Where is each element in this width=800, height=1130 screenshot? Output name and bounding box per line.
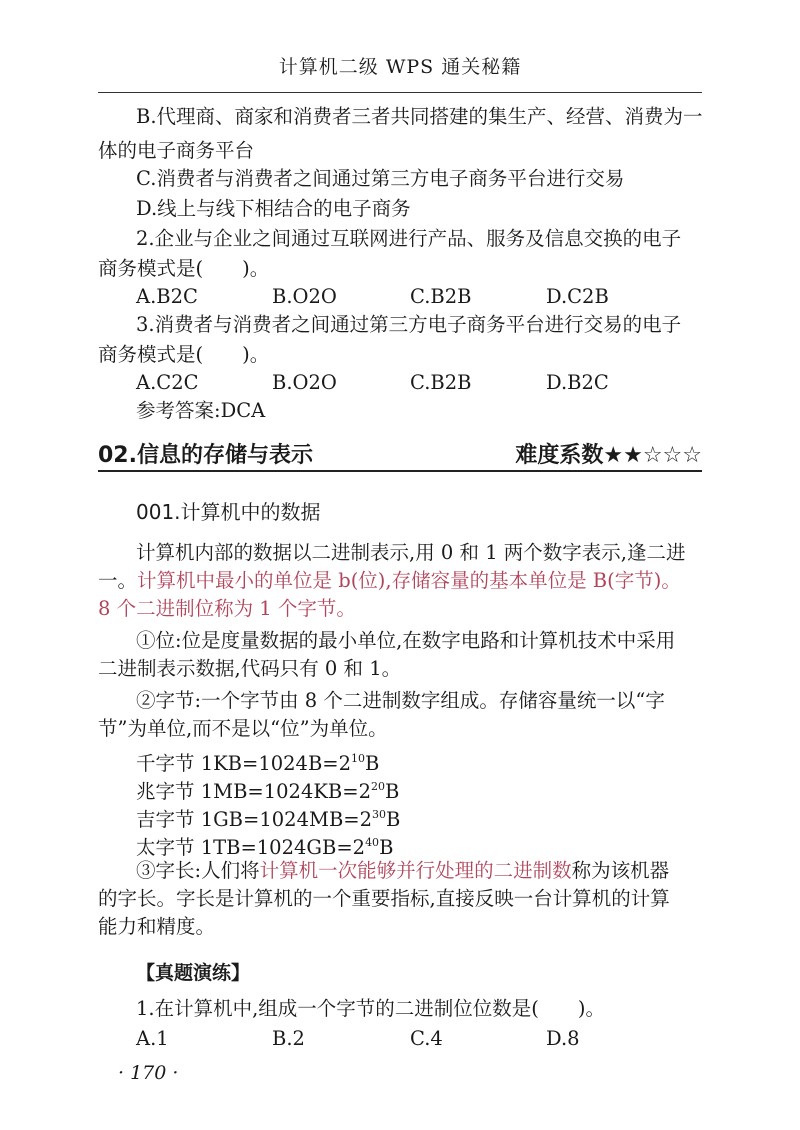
q3-option-b: B.O2O (272, 371, 337, 394)
unit-mb-unit: B (385, 780, 400, 803)
option-b-line2: 体的电子商务平台 (98, 139, 255, 162)
q3-option-a: A.C2C (136, 371, 199, 394)
unit-mb (136, 774, 399, 805)
section-heading (98, 438, 702, 468)
paragraph-1-line1: 计算机内部的数据以二进制表示,用 0 和 1 两个数字表示,逢二进 (136, 541, 686, 564)
q2-option-c: C.B2B (410, 285, 472, 308)
header-rule (98, 92, 702, 93)
unit-kb-unit: B (365, 752, 380, 775)
practice-title: 【真题演练】 (136, 962, 251, 984)
practice-question-1: 1.在计算机中,组成一个字节的二进制位位数是( )。 (136, 997, 606, 1020)
bit-line2: 二进制表示数据,代码只有 0 和 1。 (98, 657, 402, 680)
option-d: D.线上与线下相结合的电子商务 (136, 197, 411, 220)
practice-option-d: D.8 (546, 1027, 580, 1050)
page-number: · 170 · (118, 1062, 179, 1084)
word-length-line3: 能力和精度。 (98, 915, 216, 938)
subsection-title: 001.计算机中的数据 (136, 500, 321, 524)
section-title: 02.信息的存储与表示 (98, 443, 313, 468)
q3-option-c: C.B2B (410, 371, 472, 394)
unit-tb-exp: 40 (365, 836, 380, 849)
unit-tb (136, 830, 393, 861)
unit-kb-exp: 10 (351, 752, 366, 765)
unit-gb-exp: 30 (372, 808, 387, 821)
section-rule (98, 470, 702, 472)
q3-option-d: D.B2C (546, 371, 609, 394)
word-length-line1 (136, 858, 669, 884)
q2-option-a: A.B2C (136, 285, 198, 308)
unit-kb-text: 千字节 1KB=1024B=2 (136, 752, 352, 775)
q2-option-b: B.O2O (272, 285, 337, 308)
difficulty-rating: 难度系数★★☆☆☆ (515, 443, 702, 468)
question-2-line2: 商务模式是( )。 (98, 257, 270, 280)
question-3-line1: 3.消费者与消费者之间通过第三方电子商务平台进行交易的电子 (136, 313, 682, 336)
practice-option-c: C.4 (410, 1027, 443, 1050)
unit-mb-exp: 20 (371, 780, 386, 793)
option-b-line1: B.代理商、商家和消费者三者共同搭建的集生产、经营、消费为一 (136, 105, 703, 128)
option-c: C.消费者与消费者之间通过第三方电子商务平台进行交易 (136, 167, 625, 190)
word-length-line2: 的字长。字长是计算机的一个重要指标,直接反映一台计算机的计算 (98, 887, 670, 910)
bit-line1: ①位:位是度量数据的最小单位,在数字电路和计算机技术中采用 (136, 629, 676, 652)
unit-gb-unit: B (386, 808, 401, 831)
question-2-line1: 2.企业与企业之间通过互联网进行产品、服务及信息交换的电子 (136, 227, 682, 250)
unit-gb (136, 802, 400, 833)
paragraph-1-plain: 一。 (98, 569, 138, 592)
paragraph-1-line2 (98, 568, 681, 594)
practice-option-b: B.2 (272, 1027, 305, 1050)
unit-tb-text: 太字节 1TB=1024GB=2 (136, 836, 366, 859)
word-length-tail: 称为该机器 (571, 859, 670, 882)
unit-tb-unit: B (379, 836, 394, 859)
word-length-highlight: 计算机一次能够并行处理的二进制数 (259, 859, 572, 882)
byte-line1: ②字节:一个字节由 8 个二进制数字组成。存储容量统一以“字 (136, 689, 665, 712)
unit-mb-text: 兆字节 1MB=1024KB=2 (136, 780, 372, 803)
paragraph-1-line3: 8 个二进制位称为 1 个字节。 (98, 597, 356, 620)
unit-gb-text: 吉字节 1GB=1024MB=2 (136, 808, 373, 831)
answer-key: 参考答案:DCA (136, 399, 266, 422)
running-header: 计算机二级 WPS 通关秘籍 (278, 56, 522, 78)
q2-option-d: D.C2B (546, 285, 609, 308)
practice-option-a: A.1 (136, 1027, 169, 1050)
word-length-intro: ③字长:人们将 (136, 859, 260, 882)
unit-kb (136, 746, 379, 777)
question-3-line2: 商务模式是( )。 (98, 343, 270, 366)
byte-line2: 节”为单位,而不是以“位”为单位。 (98, 717, 388, 740)
paragraph-1-highlight: 计算机中最小的单位是 b(位),存储容量的基本单位是 B(字节)。 (137, 569, 681, 592)
